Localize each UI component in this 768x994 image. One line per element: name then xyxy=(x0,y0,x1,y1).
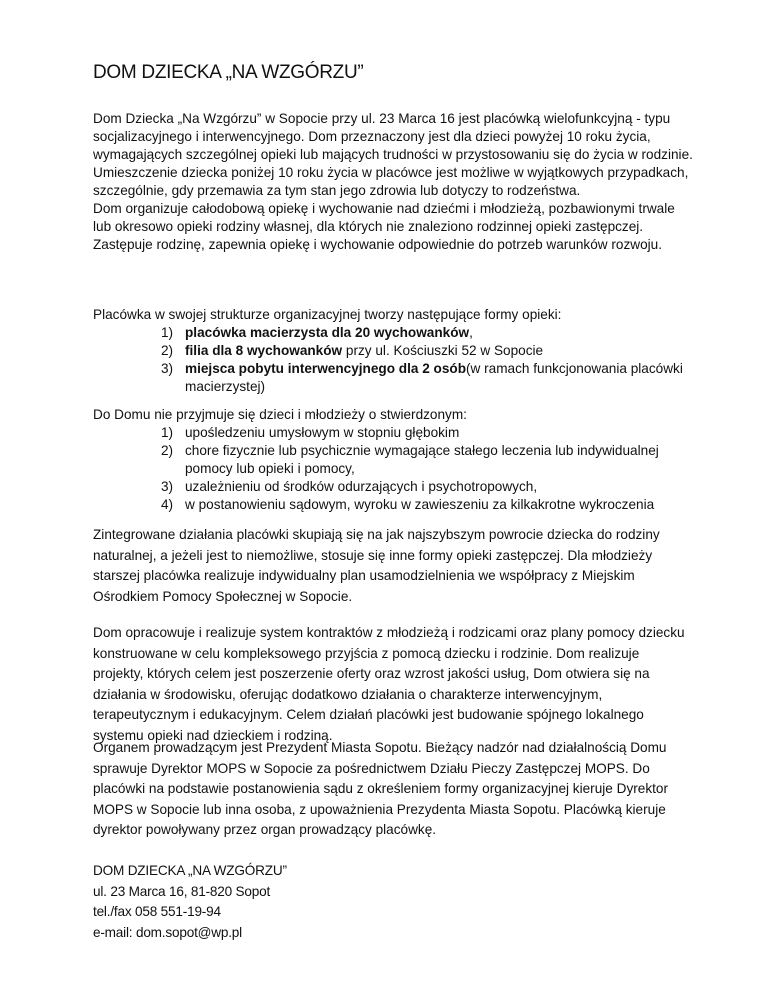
exclusions-lead: Do Domu nie przyjmuje się dzieci i młodzieży o stwierdzonym: xyxy=(93,407,467,422)
list-item-bold: placówka macierzysta dla 20 wychowanków xyxy=(185,325,470,340)
list-item-text: przy ul. Kościuszki 52 w Sopocie xyxy=(342,343,544,358)
authority-paragraph: Organem prowadzącym jest Prezydent Miasta Sopotu. Bieżący nadzór nad działalnością Domu sprawuje Dyrektor MOPS w Sopocie za pośrednictwem Działu Pieczy Zastępczej MOPS. Do placówki na podstawie postanowienia sądu z określeniem formy organizacyjnej kieruje Dyrektor MOPS w Sopocie lub inna osoba, z upoważnienia Prezydenta Miasta Sopotu. Placówką kieruje dyrektor powoływany przez organ prowadzący placówkę. xyxy=(93,740,668,837)
list-item xyxy=(93,442,693,478)
list-number: 1) xyxy=(161,325,174,340)
list-number: 3) xyxy=(161,479,174,494)
exclusions-section xyxy=(93,406,693,514)
page-title: DOM DZIECKA „NA WZGÓRZU” xyxy=(93,62,364,83)
care-forms-section xyxy=(93,306,693,396)
intro-paragraph-2: Dom organizuje całodobową opiekę i wychowanie nad dziećmi i młodzieżą, pozbawionymi trwale lub okresowo opieki rodziny własnej, dla których nie znaleziono rodzinnej opieki zastępczej. Zastępuje rodzinę, zapewnia opiekę i wychowanie odpowiednie do potrzeb warunków rozwoju. xyxy=(93,201,675,252)
list-number: 3) xyxy=(161,361,174,376)
list-item xyxy=(93,360,693,396)
contracts-paragraph: Dom opracowuje i realizuje system kontraktów z młodzieżą i rodzicami oraz plany pomocy dziecku konstruowane w celu kompleksowego przyjścia z pomocą dziecku i rodzinie. Dom realizuje projekty, których celem jest poszerzenie oferty oraz wzrost jakości usług, Dom otwiera się na działania w środowisku, oferując dodatkowo działania o charakterze interwencyjnym, terapeutycznym i edukacyjnym. Celem działań placówki jest budowanie spójnego lokalnego systemu opieki nad dzieckiem i rodziną. xyxy=(93,625,685,743)
list-item xyxy=(93,496,693,514)
list-item xyxy=(93,478,693,496)
integrated-actions-paragraph: Zintegrowane działania placówki skupiają się na jak najszybszym powrocie dziecka do rodziny naturalnej, a jeżeli jest to niemożliwe, stosuje się inne formy opieki zastępczej. Dla młodzieży starszej placówka realizuje indywidualny plan usamodzielnienia we współpracy z Miejskim Ośrodkiem Pomocy Społecznej w Sopocie. xyxy=(93,527,660,604)
exclusions-list xyxy=(93,424,693,514)
intro-section xyxy=(93,110,693,254)
care-forms-lead: Placówka w swojej strukturze organizacyjnej tworzy następujące formy opieki: xyxy=(93,307,562,322)
care-forms-list xyxy=(93,324,693,396)
intro-paragraph-1: Dom Dziecka „Na Wzgórzu” w Sopocie przy ul. 23 Marca 16 jest placówką wielofunkcyjną - typu socjalizacyjnego i interwencyjnego. Dom przeznaczony jest dla dzieci powyżej 10 roku życia, wymagających szczególnej opieki lub mających trudności w przystosowaniu się do życia w rodzinie. Umieszczenie dziecka poniżej 10 roku życia w placówce jest możliwe w wyjątkowych przypadkach, szczególnie, gdy przemawia za tym stan jego zdrowia lub dotyczy to rodzeństwa. xyxy=(93,111,693,198)
list-number: 2) xyxy=(161,443,174,458)
list-item xyxy=(93,324,693,342)
list-item-text: (w ramach funkcjonowania placówki macierzystej) xyxy=(185,361,683,394)
list-item-text: chore fizycznie lub psychicznie wymagające stałego leczenia lub indywidualnej pomocy lub opieki i pomocy, xyxy=(185,443,659,476)
list-number: 4) xyxy=(161,497,174,512)
contact-footer xyxy=(93,861,287,943)
list-item-text: , xyxy=(469,325,473,340)
list-item-text: uzależnieniu od środków odurzających i psychotropowych, xyxy=(185,479,538,494)
footer-name: DOM DZIECKA „NA WZGÓRZU” xyxy=(93,863,287,878)
list-item-bold: miejsca pobytu interwencyjnego dla 2 osób xyxy=(185,361,467,376)
list-number: 1) xyxy=(161,425,174,440)
list-item-text: w postanowieniu sądowym, wyroku w zawieszeniu za kilkakrotne wykroczenia xyxy=(185,497,655,512)
footer-address: ul. 23 Marca 16, 81-820 Sopot xyxy=(93,883,271,899)
list-item-text: upośledzeniu umysłowym w stopniu głębokim xyxy=(185,425,460,440)
list-item xyxy=(93,342,693,360)
footer-phone: tel./fax 058 551-19-94 xyxy=(93,904,221,919)
list-item-bold: filia dla 8 wychowanków xyxy=(185,343,343,358)
list-number: 2) xyxy=(161,343,174,358)
list-item xyxy=(93,424,693,442)
footer-email: e-mail: dom.sopot@wp.pl xyxy=(93,924,242,940)
